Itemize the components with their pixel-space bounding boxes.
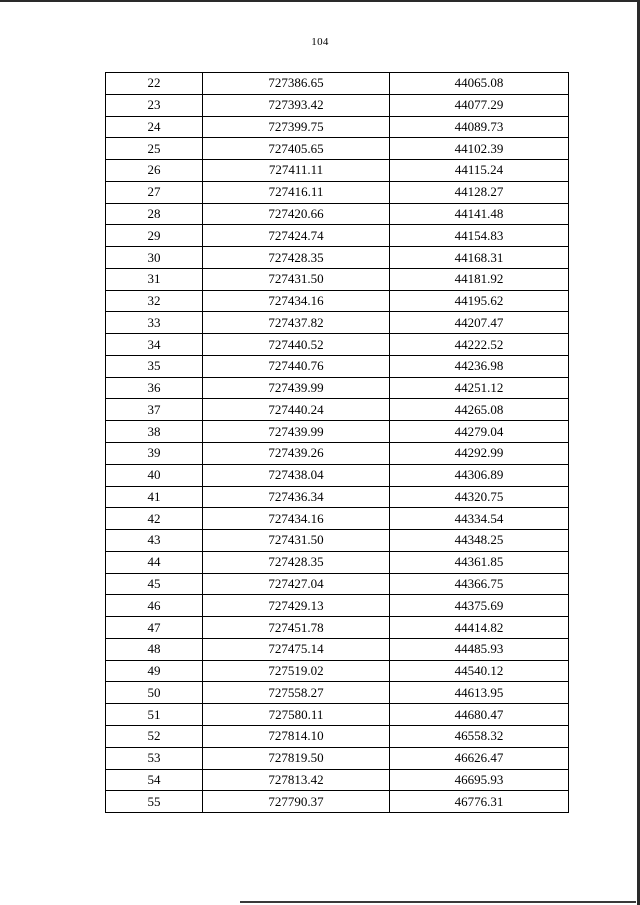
point-number-cell: 23 [106, 94, 203, 116]
y-coordinate-cell: 44236.98 [390, 355, 569, 377]
y-coordinate-cell: 44613.95 [390, 682, 569, 704]
point-number-cell: 55 [106, 791, 203, 813]
x-coordinate-cell: 727819.50 [203, 747, 390, 769]
table-row [106, 508, 569, 530]
x-coordinate-cell: 727580.11 [203, 704, 390, 726]
y-coordinate-cell: 44306.89 [390, 464, 569, 486]
point-number-cell: 43 [106, 530, 203, 552]
x-coordinate-cell: 727440.76 [203, 355, 390, 377]
x-coordinate-cell: 727386.65 [203, 73, 390, 95]
x-coordinate-cell: 727475.14 [203, 638, 390, 660]
table-row [106, 181, 569, 203]
point-number-cell: 48 [106, 638, 203, 660]
x-coordinate-cell: 727451.78 [203, 617, 390, 639]
point-number-cell: 22 [106, 73, 203, 95]
point-number-cell: 38 [106, 421, 203, 443]
table-row [106, 377, 569, 399]
y-coordinate-cell: 44195.62 [390, 290, 569, 312]
table-row [106, 464, 569, 486]
point-number-cell: 41 [106, 486, 203, 508]
table-row [106, 660, 569, 682]
x-coordinate-cell: 727436.34 [203, 486, 390, 508]
point-number-cell: 52 [106, 725, 203, 747]
table-row [106, 268, 569, 290]
x-coordinate-cell: 727416.11 [203, 181, 390, 203]
table-row [106, 682, 569, 704]
x-coordinate-cell: 727429.13 [203, 595, 390, 617]
y-coordinate-cell: 44279.04 [390, 421, 569, 443]
y-coordinate-cell: 44181.92 [390, 268, 569, 290]
y-coordinate-cell: 44065.08 [390, 73, 569, 95]
table-row [106, 725, 569, 747]
y-coordinate-cell: 44375.69 [390, 595, 569, 617]
point-number-cell: 29 [106, 225, 203, 247]
table-row [106, 399, 569, 421]
table-row [106, 791, 569, 813]
y-coordinate-cell: 44320.75 [390, 486, 569, 508]
table-row [106, 617, 569, 639]
point-number-cell: 35 [106, 355, 203, 377]
table-row [106, 355, 569, 377]
point-number-cell: 42 [106, 508, 203, 530]
x-coordinate-cell: 727558.27 [203, 682, 390, 704]
point-number-cell: 30 [106, 247, 203, 269]
x-coordinate-cell: 727393.42 [203, 94, 390, 116]
y-coordinate-cell: 44222.52 [390, 334, 569, 356]
point-number-cell: 37 [106, 399, 203, 421]
table-row [106, 704, 569, 726]
y-coordinate-cell: 44265.08 [390, 399, 569, 421]
y-coordinate-cell: 46558.32 [390, 725, 569, 747]
x-coordinate-cell: 727405.65 [203, 138, 390, 160]
table-row [106, 530, 569, 552]
table-row [106, 94, 569, 116]
y-coordinate-cell: 44334.54 [390, 508, 569, 530]
x-coordinate-cell: 727427.04 [203, 573, 390, 595]
scan-border-bottom [240, 901, 636, 903]
x-coordinate-cell: 727434.16 [203, 508, 390, 530]
x-coordinate-cell: 727790.37 [203, 791, 390, 813]
point-number-cell: 27 [106, 181, 203, 203]
x-coordinate-cell: 727431.50 [203, 530, 390, 552]
y-coordinate-cell: 44089.73 [390, 116, 569, 138]
point-number-cell: 45 [106, 573, 203, 595]
y-coordinate-cell: 44292.99 [390, 443, 569, 465]
y-coordinate-cell: 44251.12 [390, 377, 569, 399]
y-coordinate-cell: 46776.31 [390, 791, 569, 813]
y-coordinate-cell: 44141.48 [390, 203, 569, 225]
table-row [106, 486, 569, 508]
point-number-cell: 36 [106, 377, 203, 399]
x-coordinate-cell: 727439.99 [203, 421, 390, 443]
table-row [106, 290, 569, 312]
point-number-cell: 24 [106, 116, 203, 138]
x-coordinate-cell: 727440.52 [203, 334, 390, 356]
x-coordinate-cell: 727439.26 [203, 443, 390, 465]
table-row [106, 638, 569, 660]
table-row [106, 225, 569, 247]
y-coordinate-cell: 44102.39 [390, 138, 569, 160]
point-number-cell: 51 [106, 704, 203, 726]
y-coordinate-cell: 44540.12 [390, 660, 569, 682]
x-coordinate-cell: 727431.50 [203, 268, 390, 290]
table-row [106, 247, 569, 269]
point-number-cell: 44 [106, 551, 203, 573]
point-number-cell: 26 [106, 160, 203, 182]
x-coordinate-cell: 727428.35 [203, 247, 390, 269]
table-row [106, 595, 569, 617]
x-coordinate-cell: 727439.99 [203, 377, 390, 399]
point-number-cell: 25 [106, 138, 203, 160]
y-coordinate-cell: 44361.85 [390, 551, 569, 573]
scan-border-top [0, 0, 640, 2]
point-number-cell: 28 [106, 203, 203, 225]
point-number-cell: 46 [106, 595, 203, 617]
y-coordinate-cell: 44154.83 [390, 225, 569, 247]
table-row [106, 573, 569, 595]
point-number-cell: 32 [106, 290, 203, 312]
x-coordinate-cell: 727440.24 [203, 399, 390, 421]
y-coordinate-cell: 44485.93 [390, 638, 569, 660]
y-coordinate-cell: 44207.47 [390, 312, 569, 334]
y-coordinate-cell: 46626.47 [390, 747, 569, 769]
point-number-cell: 34 [106, 334, 203, 356]
table-row [106, 443, 569, 465]
y-coordinate-cell: 46695.93 [390, 769, 569, 791]
x-coordinate-cell: 727434.16 [203, 290, 390, 312]
x-coordinate-cell: 727438.04 [203, 464, 390, 486]
table-row [106, 203, 569, 225]
point-number-cell: 54 [106, 769, 203, 791]
point-number-cell: 49 [106, 660, 203, 682]
y-coordinate-cell: 44366.75 [390, 573, 569, 595]
x-coordinate-cell: 727437.82 [203, 312, 390, 334]
table-row [106, 138, 569, 160]
table-row [106, 421, 569, 443]
table-row [106, 551, 569, 573]
x-coordinate-cell: 727519.02 [203, 660, 390, 682]
point-number-cell: 47 [106, 617, 203, 639]
point-number-cell: 31 [106, 268, 203, 290]
point-number-cell: 53 [106, 747, 203, 769]
x-coordinate-cell: 727428.35 [203, 551, 390, 573]
y-coordinate-cell: 44414.82 [390, 617, 569, 639]
y-coordinate-cell: 44348.25 [390, 530, 569, 552]
table-row [106, 116, 569, 138]
table-row [106, 769, 569, 791]
table-row [106, 747, 569, 769]
y-coordinate-cell: 44128.27 [390, 181, 569, 203]
point-number-cell: 39 [106, 443, 203, 465]
x-coordinate-cell: 727420.66 [203, 203, 390, 225]
x-coordinate-cell: 727813.42 [203, 769, 390, 791]
table-row [106, 312, 569, 334]
x-coordinate-cell: 727814.10 [203, 725, 390, 747]
coordinates-table [105, 72, 569, 813]
table-row [106, 160, 569, 182]
x-coordinate-cell: 727399.75 [203, 116, 390, 138]
coordinates-table-body [106, 73, 569, 813]
point-number-cell: 50 [106, 682, 203, 704]
table-row [106, 73, 569, 95]
x-coordinate-cell: 727411.11 [203, 160, 390, 182]
x-coordinate-cell: 727424.74 [203, 225, 390, 247]
point-number-cell: 33 [106, 312, 203, 334]
point-number-cell: 40 [106, 464, 203, 486]
y-coordinate-cell: 44077.29 [390, 94, 569, 116]
y-coordinate-cell: 44680.47 [390, 704, 569, 726]
table-row [106, 334, 569, 356]
y-coordinate-cell: 44168.31 [390, 247, 569, 269]
page-number: 104 [311, 36, 329, 48]
y-coordinate-cell: 44115.24 [390, 160, 569, 182]
